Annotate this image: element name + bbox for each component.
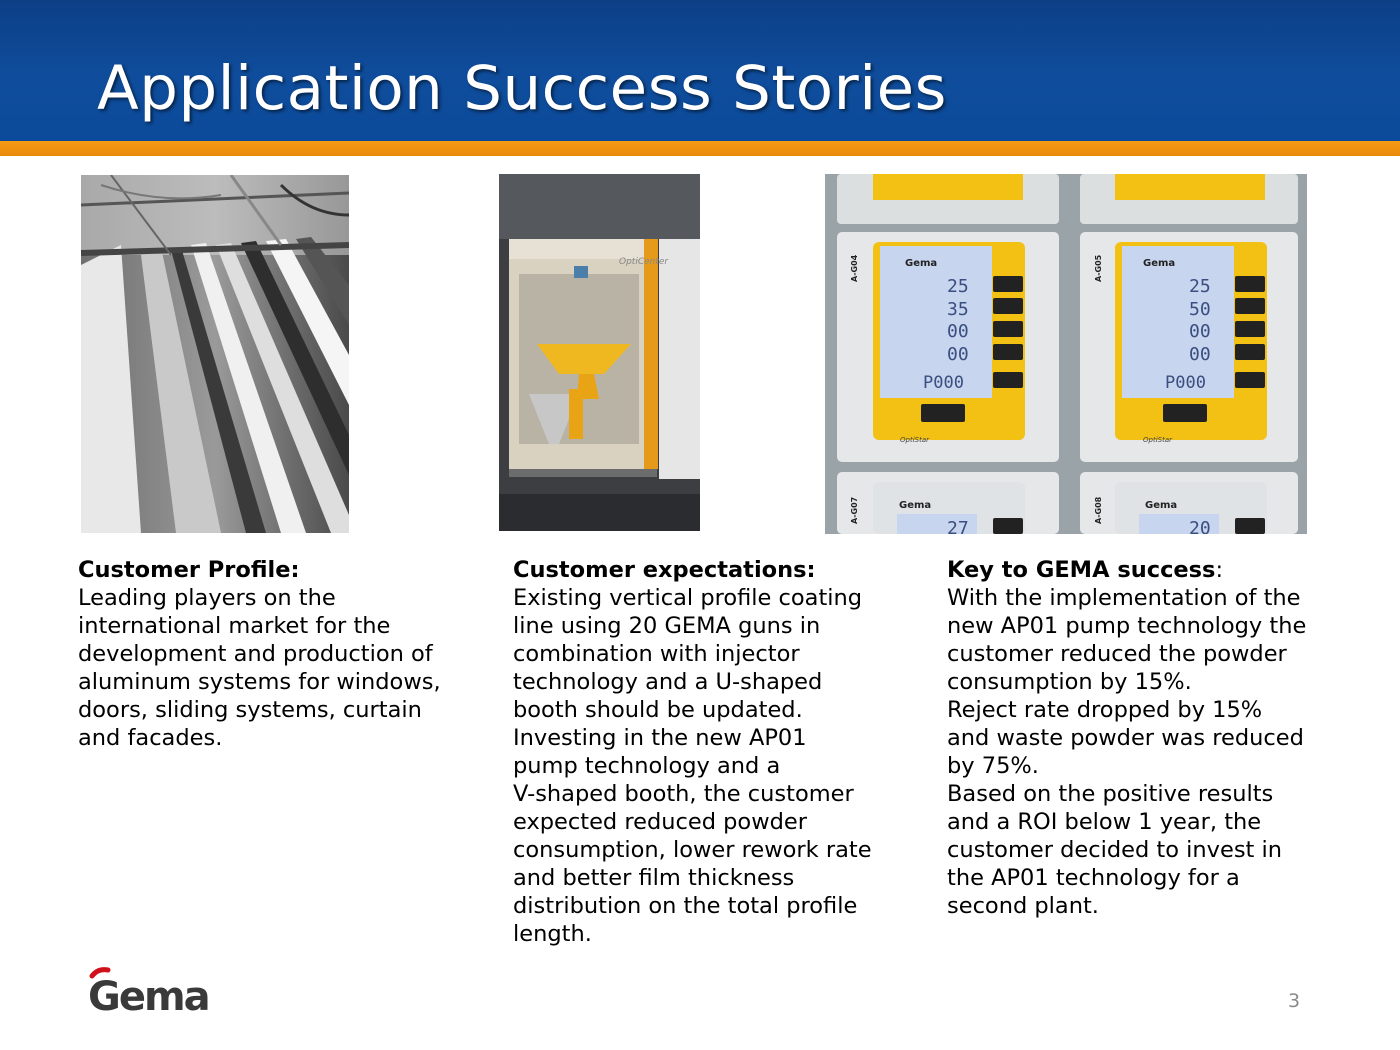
unit-value-1d: 00: [947, 344, 969, 365]
unit-value-2b: 50: [1189, 299, 1211, 320]
success-line: consumption by 15%.: [947, 669, 1192, 695]
profile-line: development and production of: [78, 641, 433, 667]
unit-brand-1: Gema: [905, 258, 938, 269]
success-line: Reject rate dropped by 15%: [947, 697, 1263, 723]
gema-success-heading-colon: :: [1215, 557, 1224, 583]
success-line: new AP01 pump technology the: [947, 613, 1307, 639]
expectations-line: pump technology and a: [513, 753, 781, 779]
customer-expectations-column: [513, 556, 923, 948]
profile-line: international market for the: [78, 613, 391, 639]
unit-id-a-g07: A-G07: [850, 496, 859, 524]
unit-value-2a: 25: [1189, 276, 1211, 297]
success-line: the AP01 technology for a: [947, 865, 1240, 891]
expectations-line: V-shaped booth, the customer: [513, 781, 854, 807]
header-accent-bar: [0, 141, 1400, 156]
expectations-line: consumption, lower rework rate: [513, 837, 872, 863]
unit-id-a-g08: A-G08: [1094, 496, 1103, 524]
unit-program-1: P000: [923, 373, 964, 393]
success-line: customer reduced the powder: [947, 641, 1287, 667]
unit-value-1b: 35: [947, 299, 969, 320]
success-line: With the implementation of the: [947, 585, 1301, 611]
unit-id-a-g04: A-G04: [850, 254, 859, 282]
success-line: second plant.: [947, 893, 1099, 919]
unit-brand-4: Gema: [1145, 500, 1178, 511]
expectations-line: booth should be updated.: [513, 697, 803, 723]
unit-footer-1: OptiStar: [900, 436, 929, 444]
expectations-line: combination with injector: [513, 641, 800, 667]
expectations-line: and better film thickness: [513, 865, 795, 891]
customer-profile-heading: Customer Profile:: [78, 557, 300, 583]
expectations-line: line using 20 GEMA guns in: [513, 613, 821, 639]
unit-value-2c: 00: [1189, 321, 1211, 342]
customer-expectations-heading: Customer expectations:: [513, 557, 816, 583]
logo-text: Gema: [88, 974, 209, 1016]
gema-success-column: [947, 556, 1367, 920]
success-line: and waste powder was reduced: [947, 725, 1304, 751]
unit-brand-2: Gema: [1143, 258, 1176, 269]
control-units-photo: [825, 174, 1307, 534]
expectations-line: Investing in the new AP01: [513, 725, 807, 751]
slide-title: Application Success Stories: [97, 53, 947, 124]
unit-value-4a: 20: [1189, 518, 1211, 534]
unit-value-1a: 25: [947, 276, 969, 297]
slide-header: [0, 0, 1400, 141]
unit-value-1c: 00: [947, 321, 969, 342]
expectations-line: length.: [513, 921, 592, 947]
success-line: by 75%.: [947, 753, 1039, 779]
profile-line: Leading players on the: [78, 585, 336, 611]
expectations-line: distribution on the total profile: [513, 893, 858, 919]
profile-line: and facades.: [78, 725, 223, 751]
gema-logo: [86, 966, 216, 1020]
customer-profile-column: [78, 556, 478, 752]
success-line: and a ROI below 1 year, the: [947, 809, 1262, 835]
profile-rack-photo: [81, 175, 349, 533]
unit-footer-2: OptiStar: [1143, 436, 1172, 444]
unit-brand-3: Gema: [899, 500, 932, 511]
profile-line: doors, sliding systems, curtain: [78, 697, 422, 723]
success-line: Based on the positive results: [947, 781, 1274, 807]
success-line: customer decided to invest in: [947, 837, 1283, 863]
gema-success-heading: Key to GEMA success: [947, 557, 1216, 583]
unit-program-2: P000: [1165, 373, 1206, 393]
unit-value-2d: 00: [1189, 344, 1211, 365]
profile-line: aluminum systems for windows,: [78, 669, 441, 695]
expectations-line: Existing vertical profile coating: [513, 585, 863, 611]
expectations-line: technology and a U-shaped: [513, 669, 823, 695]
opticenter-booth-photo: [499, 174, 700, 531]
page-number: 3: [1288, 990, 1301, 1012]
booth-label: OptiCenter: [619, 257, 669, 267]
unit-value-3a: 27: [947, 518, 969, 534]
unit-id-a-g05: A-G05: [1094, 254, 1103, 282]
expectations-line: expected reduced powder: [513, 809, 807, 835]
